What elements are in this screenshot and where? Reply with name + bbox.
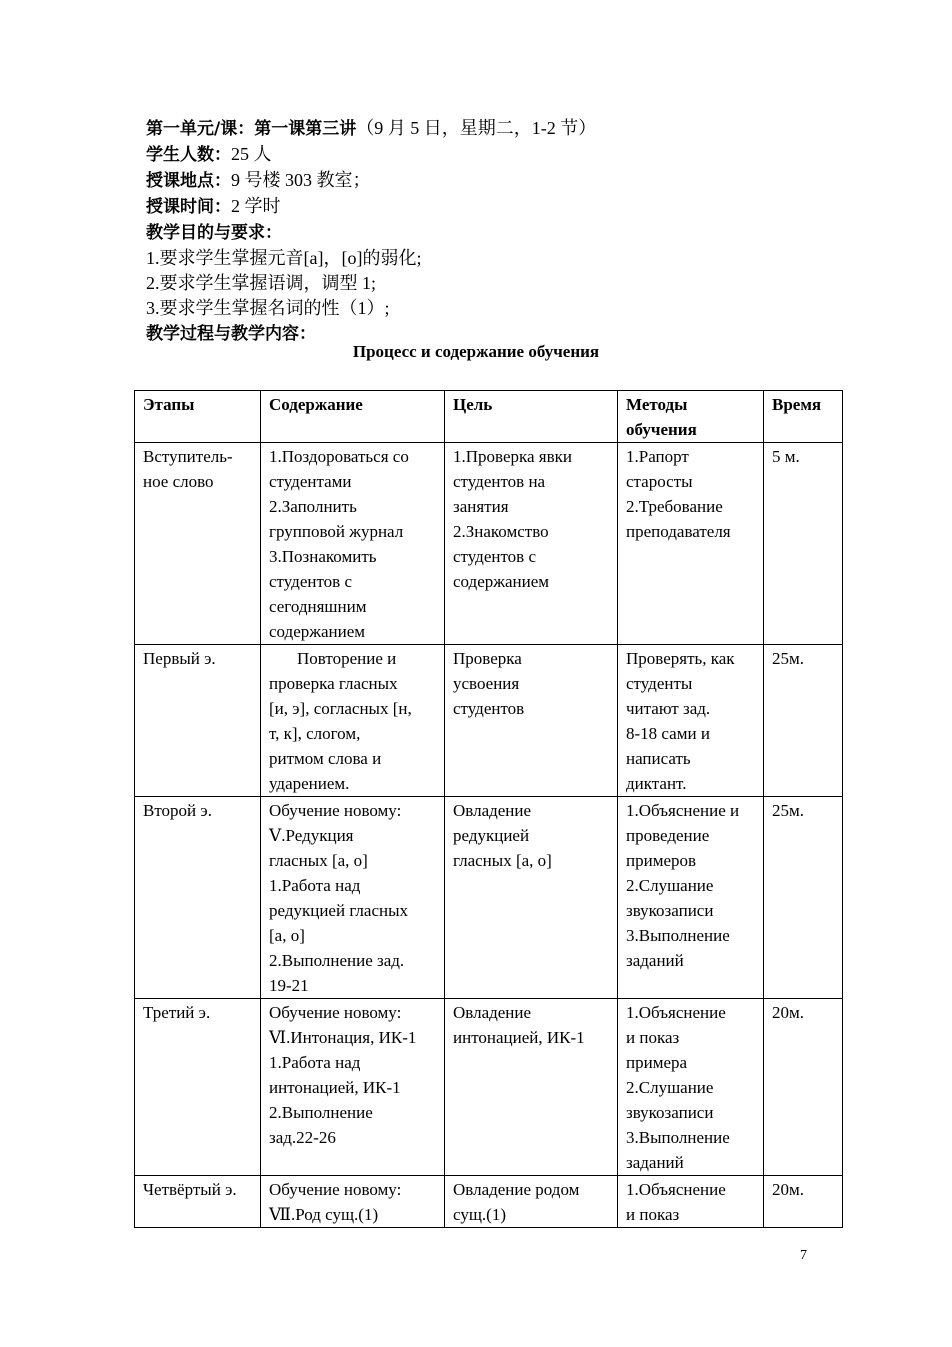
cell-line: интонацией, ИК-1 bbox=[269, 1078, 401, 1097]
header-line-students bbox=[146, 142, 846, 168]
cell-line: 1.Работа над bbox=[269, 1053, 361, 1072]
cell-line: 1.Объяснение bbox=[626, 1003, 726, 1022]
cell-line: 2.Заполнить bbox=[269, 497, 357, 516]
lesson-value: （9 月 5 日，星期二，1-2 节） bbox=[356, 118, 597, 138]
header-line-goals bbox=[146, 220, 846, 246]
column-header-goal: Цель bbox=[445, 391, 618, 443]
header-line-lesson bbox=[146, 116, 846, 142]
cell-line: Второй э. bbox=[143, 801, 212, 820]
cell-line: 1.Поздороваться со bbox=[269, 447, 409, 466]
content-cell bbox=[261, 645, 445, 797]
cell-line: Третий э. bbox=[143, 1003, 211, 1022]
cell-line: Овладение bbox=[453, 1003, 532, 1022]
table-row bbox=[135, 645, 843, 797]
goal-item: 3.要求学生掌握名词的性（1）; bbox=[146, 298, 390, 318]
cell-line: 2.Выполнение bbox=[269, 1103, 373, 1122]
content-cell bbox=[261, 999, 445, 1176]
cell-line: заданий bbox=[626, 1153, 684, 1172]
cell-line: Ⅶ.Род сущ.(1) bbox=[269, 1205, 379, 1224]
cell-line: 1.Объяснение и bbox=[626, 801, 740, 820]
cell-line: примеров bbox=[626, 851, 697, 870]
cell-line: ритмом слова и bbox=[269, 749, 382, 768]
time-cell: 25м. bbox=[764, 645, 843, 797]
cell-line: заданий bbox=[626, 951, 684, 970]
column-header-methods: Методы обучения bbox=[618, 391, 764, 443]
cell-line: интонацией, ИК-1 bbox=[453, 1028, 585, 1047]
cell-line: сущ.(1) bbox=[453, 1205, 506, 1224]
table-row bbox=[135, 1176, 843, 1228]
location-value: 9 号楼 303 教室； bbox=[231, 170, 371, 190]
cell-line: содержанием bbox=[269, 622, 366, 641]
cell-line: старосты bbox=[626, 472, 693, 491]
page-title: Процесс и содержание обучения bbox=[352, 342, 600, 361]
cell-line: написать bbox=[626, 749, 691, 768]
students-label: 学生人数： bbox=[146, 145, 231, 165]
cell-line: редукцией гласных bbox=[269, 901, 409, 920]
table-row bbox=[135, 443, 843, 645]
table-header-row bbox=[135, 391, 843, 443]
cell-line: проверка гласных bbox=[269, 674, 398, 693]
cell-line: 3.Выполнение bbox=[626, 926, 730, 945]
cell-line: [а, о] bbox=[269, 926, 305, 945]
methods-cell bbox=[618, 1176, 764, 1228]
methods-cell bbox=[618, 797, 764, 999]
cell-line: 1.Рапорт bbox=[626, 447, 689, 466]
cell-line: 3.Выполнение bbox=[626, 1128, 730, 1147]
cell-line: диктант. bbox=[626, 774, 687, 793]
cell-line: усвоения bbox=[453, 674, 520, 693]
stage-cell bbox=[135, 645, 261, 797]
table-row bbox=[135, 999, 843, 1176]
cell-line: и показ bbox=[626, 1205, 680, 1224]
content-cell bbox=[261, 797, 445, 999]
cell-line: студентами bbox=[269, 472, 352, 491]
cell-line: Обучение новому: bbox=[269, 1003, 402, 1022]
cell-line: 2.Слушание bbox=[626, 1078, 714, 1097]
cell-line: зад.22-26 bbox=[269, 1128, 336, 1147]
cell-line: Ⅵ.Интонация, ИК-1 bbox=[269, 1028, 417, 1047]
cell-line: и показ bbox=[626, 1028, 680, 1047]
cell-line: 3.Познакомить bbox=[269, 547, 377, 566]
cell-line: студенты bbox=[626, 674, 693, 693]
content-cell bbox=[261, 1176, 445, 1228]
header-line-duration bbox=[146, 194, 846, 220]
content-cell bbox=[261, 443, 445, 645]
cell-line: 1.Работа над bbox=[269, 876, 361, 895]
cell-line: 1.Проверка явки bbox=[453, 447, 572, 466]
cell-line: 2.Требование bbox=[626, 497, 723, 516]
cell-line: проведение bbox=[626, 826, 710, 845]
cell-line: 2.Слушание bbox=[626, 876, 714, 895]
cell-line: Обучение новому: bbox=[269, 801, 402, 820]
cell-line: Четвёртый э. bbox=[143, 1180, 237, 1199]
cell-line: Первый э. bbox=[143, 649, 216, 668]
cell-line: ударением. bbox=[269, 774, 350, 793]
header-line-location bbox=[146, 168, 846, 194]
cell-line: Овладение bbox=[453, 801, 532, 820]
cell-line: Овладение родом bbox=[453, 1180, 580, 1199]
cell-line: сегодняшним bbox=[269, 597, 367, 616]
methods-cell bbox=[618, 443, 764, 645]
table-row bbox=[135, 797, 843, 999]
cell-line: Обучение новому: bbox=[269, 1180, 402, 1199]
goals-label: 教学目的与要求： bbox=[146, 223, 282, 243]
cell-line: примера bbox=[626, 1053, 688, 1072]
time-cell: 25м. bbox=[764, 797, 843, 999]
time-cell: 20м. bbox=[764, 1176, 843, 1228]
goal-cell bbox=[445, 999, 618, 1176]
cell-line: занятия bbox=[453, 497, 509, 516]
goal-cell bbox=[445, 1176, 618, 1228]
cell-line: Проверка bbox=[453, 649, 522, 668]
cell-line: Проверять, как bbox=[626, 649, 735, 668]
duration-value: 2 学时 bbox=[231, 196, 281, 216]
cell-line: [и, э], согласных [н, bbox=[269, 699, 412, 718]
cell-line: звукозаписи bbox=[626, 901, 714, 920]
goal-cell bbox=[445, 443, 618, 645]
cell-line: групповой журнал bbox=[269, 522, 404, 541]
cell-line: 2.Выполнение зад. bbox=[269, 951, 405, 970]
process-label: 教学过程与教学内容： bbox=[146, 324, 316, 344]
cell-line: 1.Объяснение bbox=[626, 1180, 726, 1199]
goal-cell bbox=[445, 797, 618, 999]
students-value: 25 人 bbox=[231, 144, 272, 164]
column-header-content: Содержание bbox=[261, 391, 445, 443]
stage-cell bbox=[135, 1176, 261, 1228]
goal-item: 2.要求学生掌握语调，调型 1; bbox=[146, 273, 376, 293]
methods-cell bbox=[618, 999, 764, 1176]
cell-line: гласных [а, о] bbox=[453, 851, 552, 870]
column-header-time: Время bbox=[764, 391, 843, 443]
cell-line: редукцией bbox=[453, 826, 530, 845]
cell-line: т, к], слогом, bbox=[269, 724, 361, 743]
cell-line: Ⅴ.Редукция bbox=[269, 826, 354, 845]
cell-line: 2.Знакомство bbox=[453, 522, 549, 541]
duration-label: 授课时间： bbox=[146, 197, 231, 217]
page-number: 7 bbox=[800, 1248, 807, 1263]
location-label: 授课地点： bbox=[146, 171, 231, 191]
time-cell: 5 м. bbox=[764, 443, 843, 645]
cell-line: звукозаписи bbox=[626, 1103, 714, 1122]
cell-line: 19-21 bbox=[269, 976, 309, 995]
cell-line: преподавателя bbox=[626, 522, 731, 541]
stage-cell bbox=[135, 999, 261, 1176]
lesson-label: 第一单元/课：第一课第三讲 bbox=[146, 119, 357, 139]
time-cell: 20м. bbox=[764, 999, 843, 1176]
cell-line: студентов с bbox=[269, 572, 352, 591]
cell-line: гласных [а, о] bbox=[269, 851, 368, 870]
cell-line: студентов с bbox=[453, 547, 536, 566]
lesson-header bbox=[146, 116, 846, 347]
cell-line: Вступитель- bbox=[143, 447, 233, 466]
cell-line: Повторение и bbox=[297, 649, 397, 668]
cell-line: содержанием bbox=[453, 572, 550, 591]
cell-line: 8-18 сами и bbox=[626, 724, 710, 743]
cell-line: читают зад. bbox=[626, 699, 711, 718]
cell-line: студентов на bbox=[453, 472, 546, 491]
goal-cell bbox=[445, 645, 618, 797]
cell-line: студентов bbox=[453, 699, 525, 718]
cell-line: ное слово bbox=[143, 472, 214, 491]
column-header-stages: Этапы bbox=[135, 391, 261, 443]
stage-cell bbox=[135, 797, 261, 999]
lesson-table bbox=[134, 390, 843, 1228]
goal-item: 1.要求学生掌握元音[a]，[o]的弱化; bbox=[146, 248, 422, 268]
stage-cell bbox=[135, 443, 261, 645]
methods-cell bbox=[618, 645, 764, 797]
